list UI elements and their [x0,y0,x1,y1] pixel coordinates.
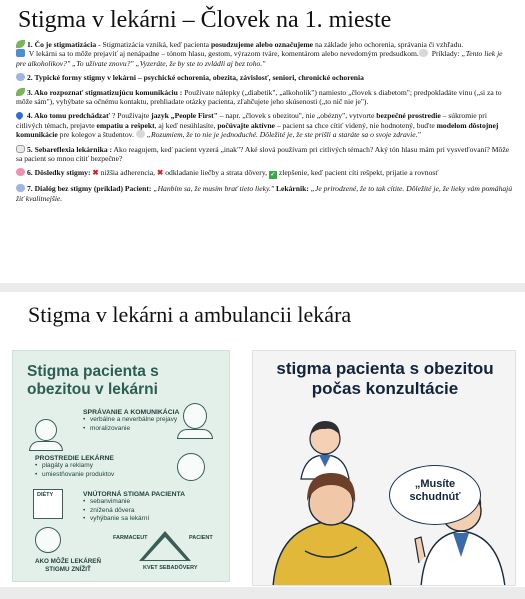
point-6-heading: 6. Dôsledky stigmy: [27,168,91,178]
pharmacist-illustration [35,419,57,441]
point-4-i: – pacient sa chce cítiť videný, nie hodnotený, buďte [274,120,437,130]
slide-1-body [16,40,513,208]
section-communication-heading: SPRÁVANIE A KOMUNIKÁCIA [83,409,180,416]
confidence-flower-label: KVET SEBADÔVERY [143,565,198,571]
list-item: • verbálne a neverbálne prejavy [83,416,181,425]
leaf-icon [16,40,25,48]
patient-illustration [177,453,205,481]
consultation-illustration [253,351,516,586]
point-5-heading: 5. Sebareflexia lekárnika : [27,144,113,154]
point-2 [16,73,513,82]
list-item: • vyhýbanie sa lekární [83,515,203,524]
dialog-icon [16,184,25,192]
patient-body [273,521,391,586]
diet-poster-label: DIÉTY [37,492,54,498]
point-4 [16,111,513,139]
point-7-patient-quote: „Hanbím sa, že musím brať tieto lieky." [151,184,275,194]
point-1-text-a: - Stigmatizácia vzniká, keď pacienta [96,40,211,49]
section-environment [35,455,145,479]
pharmacist-body [29,441,63,451]
point-6-a: nižšia adherencia, [98,168,157,178]
point-5 [16,145,513,164]
point-1-line2: V lekárni sa to môže prejaviť aj nenápadne – tónom hlasu, gestom, výrazom tváre, komentárom alebo nevedomým predsudkom. [27,49,419,59]
point-4-heading: 4. Ako tomu predchádzať [26,111,111,121]
point-4-h: počúvajte aktívne [217,120,275,130]
must-lose-weight-speech-bubble: „Musíte schudnúť [389,465,481,525]
speech-icon [136,130,145,138]
point-7-pharmacist-quote: „Je prirodzené, že to tak cítite. Dôležité je, že lieky vám pomáhajú žiť kvalitnejšie. [16,184,513,203]
infographic-title: Stigma pacienta s obezitou v lekárni [27,363,159,398]
point-3-text: Používate nálepky („diabetik", „alkoholik") namiesto „človek s diabetom"; predpokladáte vinu („si za to môže sám"), vyhýbate sa očnému kontaktu, prehliadate otázky pacienta, zľahčujete jeho skúsenosti („to nič nie je"). [16,87,502,107]
point-3 [16,88,513,107]
section-internal-stigma-heading: VNÚTORNÁ STIGMA PACIENTA [83,491,186,498]
list-item: • plagáty a reklamy [35,462,145,471]
slide-1-title: Stigma v lekárni – Človek na 1. mieste [18,7,392,33]
card-title: stigma pacienta s obezitou počas konzultácie [276,359,494,398]
point-4-c: – napr. „človek s obezitou", nie „obézny", vytvorte [217,111,377,121]
point-7-pharmacist-label: Lekárnik: [274,184,309,194]
point-5-text: Ako reagujem, keď pacient vyzerá „inak"? Aké slová používam pri citlivých témach? Aký tón hlasu mám pri vysvetľovaní? Môže sa pacient so mnou cítiť bezpečne? [16,144,510,164]
worried-patient-illustration [35,527,61,553]
person-body [177,429,213,439]
point-6-c: zlepšenie, keď pacient cíti rešpekt, prijatie a rovnosť [276,168,439,178]
triangle-inner [144,537,186,560]
point-4-j: modelom dôstojnej komunikácie [16,120,499,140]
section-environment-heading: PROSTREDIE LEKÁRNE [35,455,114,462]
point-7-heading: 7. Dialóg bez stigmy (príklad) Pacient: [27,184,152,194]
point-1 [16,40,513,68]
blue-heart-icon [15,111,25,121]
hand-icon [16,145,25,153]
speech-icon [419,49,428,57]
point-7 [16,184,513,203]
how-to-reduce-stigma-label: AKO MÔŽE LEKÁREŇ STIGMU ZNÍŽIŤ [34,558,102,573]
person-illustration [183,403,207,429]
slide-2-title: Stigma v lekárni a ambulancii lekára [28,302,352,327]
point-6 [16,168,513,179]
point-1-examples: „Tento liek je pre alkoholikov?" „To užívate znovu?" „Vyzeráte, že by ste to zvládli aj bez toho." [16,49,503,68]
point-1-bold: posudzujeme alebo označujeme [210,40,314,49]
point-4-d: bezpečné prostredie [376,111,441,121]
cross-mark-icon: ✖ [92,168,99,178]
brain-icon [16,168,25,176]
point-4-a: ? Používajte [110,111,152,121]
list-item: • moralizovanie [83,425,181,434]
list-item: • umiestňovanie produktov [35,471,145,480]
list-item: • sebanvimanie [83,498,203,507]
consultation-stigma-card [252,350,516,586]
list-item: • znížená dôvera [83,507,203,516]
obesity-stigma-infographic [12,350,230,582]
doctor2-raised-hand [415,537,425,563]
point-1-text-c: na základe jeho ochorenia, správania či vzhľadu. [313,40,464,49]
diet-poster [33,489,63,519]
point-4-f: empatiu a rešpekt [96,120,155,130]
point-4-b: jazyk „People First" [151,111,218,121]
section-communication [83,409,181,433]
point-4-e: – súkromie pri citlivých témach, prejavte [16,111,487,130]
point-1-number: 1. [27,40,33,49]
cross-mark-icon: ✖ [156,168,164,178]
leaf-icon [16,88,25,96]
point-3-heading: 3. Ako rozpoznať stigmatizujúcu komunikáciu : [27,87,183,97]
point-4-k: pre kolegov a študentov. [57,130,134,140]
pharmacist-label: FARMACEUT [113,535,148,541]
point-4-g: , aj keď nesúhlasíte, [154,120,218,130]
point-2-text: 2. Typické formy stigmy v lekárni – psychické ochorenia, obezita, závislosť, seniori, chronické ochorenia [27,73,364,83]
section-internal-stigma [83,491,203,524]
slide-2 [0,292,525,587]
chat-icon [16,73,25,81]
tv-icon [16,49,25,57]
point-6-b: odkladanie liečby a strata dôvery, [163,168,269,178]
patient-label: PACIENT [189,535,213,541]
check-mark-icon: ✓ [270,172,276,179]
point-1-examples-label: Príklady: [429,49,460,59]
slide-1 [0,0,525,283]
point-4-quote: „Rozumiem, že to nie je jednoduché. Dôležité je, že ste prišli a staráte sa o svoje zdravie." [146,130,421,140]
point-1-heading: Čo je stigmatizácia [34,40,97,49]
